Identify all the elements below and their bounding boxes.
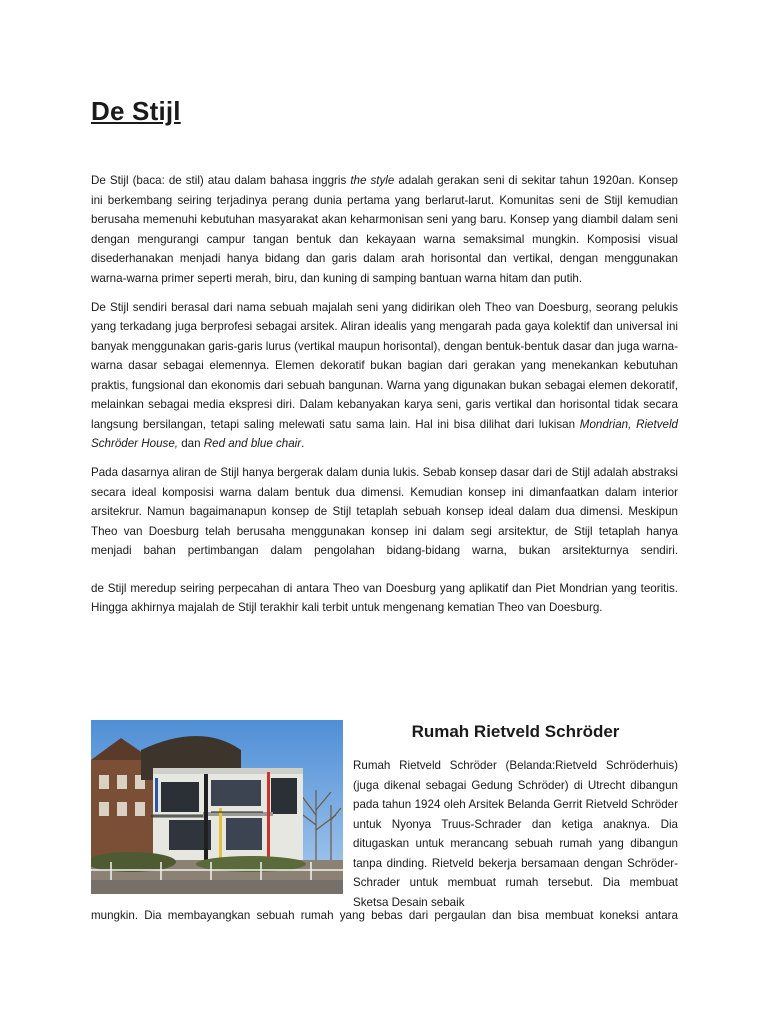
p2-text-e: . [301, 437, 305, 450]
p1-text-c: adalah gerakan seni di sekitar tahun 1920an. Konsep ini berkembang seiring terjadinya perang dunia pertama yang berlarut-larut. Komunitas seni de Stijl kemudian berusaha memenuhi kebutuhan masyarakat akan keharmonisan seni yang baru. Konsep yang diambil dalam seni dengan mengurangi campur tangan bentuk dan kekayaan warna semaksimal mungkin. Komposisi visual disederhanakan menjadi hanya bidang dan garis dalam arah horisontal dan vertikal, dengan menggunakan warna-warna primer seperti merah, biru, dan kuning di samping bantuan warna hitam dan putih. [91, 174, 678, 285]
house-description-continued: mungkin. Dia membayangkan sebuah rumah yang bebas dari pergaulan dan bisa membuat koneksi antara [91, 909, 678, 922]
p2-italic-chair: Red and blue chair [203, 437, 302, 450]
p2-italic-works: Mondrian, Rietveld Schröder House, [91, 417, 678, 450]
house-photo [91, 720, 343, 894]
section-title: Rumah Rietveld Schröder [411, 722, 620, 741]
paragraph-2 [91, 298, 678, 454]
body-text [91, 171, 678, 627]
p1-text-a: De Stijl (baca: de stil) atau dalam bahasa inggris [91, 174, 351, 187]
p2-text-a: De Stijl sendiri berasal dari nama sebuah majalah seni yang didirikan oleh Theo van Doesburg, seorang pelukis yang terkadang juga berprofesi sebagai arsitek. Aliran idealis yang mengarah pada gaya kolektif dan universal ini banyak menggunakan garis-garis lurus (vertikal maupun horisontal), dengan bentuk-bentuk dasar dan juga warna-warna dasar sebagai elemennya. Elemen dekoratif bukan bagian dari gerakan yang menekankan kebutuhan praktis, fungsional dan ekonomis dari sebuah bangunan. Warna yang digunakan bukan sebagai elemen dekoratif, melainkan sebagai media ekspresi diri. Dalam kebanyakan karya seni, garis vertikal dan horisontal tidak secara langsung bersilangan, tetapi saling melewati satu sama lain. Hal ini bisa dilihat dari lukisan [91, 300, 678, 431]
paragraph-1 [91, 171, 678, 288]
house-description: Rumah Rietveld Schröder (Belanda:Rietveld Schröderhuis) (juga dikenal sebagai Gedung Schröder) di Utrecht dibangun pada tahun 1924 oleh Arsitek Belanda Gerrit Rietveld Schröder untuk Nyonya Truus-Schrader dan ketiga anaknya. Dia ditugaskan untuk merancang sebuah rumah yang dibangun tanpa dinding. Rietveld bekerja bersamaan dengan Schröder-Schrader untuk membuat rumah tersebut. Dia membuat Sketsa Desain sebaik [353, 759, 678, 909]
paragraph-4: de Stijl meredup seiring perpecahan di antara Theo van Doesburg yang aplikatif dan Piet Mondrian yang teoritis. Hingga akhirnya majalah de Stijl terakhir kali terbit untuk mengenang kematian Theo van Doesburg. [91, 581, 678, 614]
paragraph-3: Pada dasarnya aliran de Stijl hanya bergerak dalam dunia lukis. Sebab konsep dasar dari de Stijl adalah abstraksi secara ideal komposisi warna dalam bentuk dua dimensi. Kemudian konsep ini dimanfaatkan dalam interior arsitekrur. Namun bagaimanapun konsep de Stijl tetaplah sebuah konsep ideal dalam dua dimensi. Meskipun Theo van Doesburg telah berusaha menggunakan konsep ini dalam segi arsitektur, de Stijl tetaplah hanya menjadi bahan pertimbangan dalam pengolahan bidang-bidang warna, bukan arsitekturnya sendiri. [91, 466, 678, 557]
p1-italic-term: the style [350, 174, 395, 187]
p2-text-c: dan [178, 437, 204, 450]
page-title: De Stijl [91, 96, 181, 126]
